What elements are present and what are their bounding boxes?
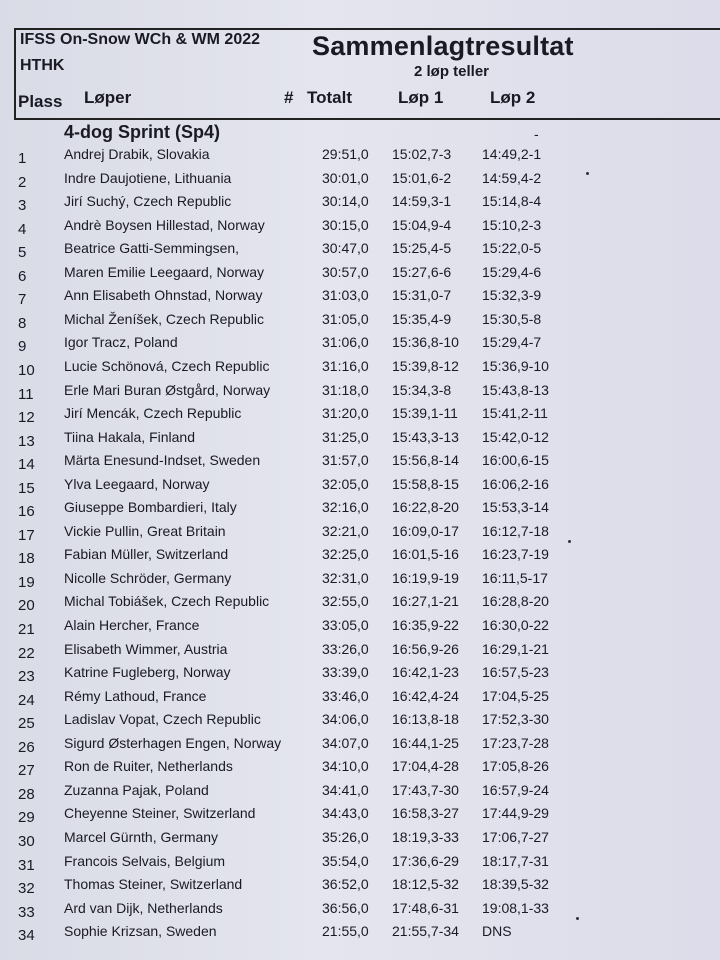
cell-plass: 30	[18, 833, 35, 850]
table-row	[0, 593, 720, 616]
page-subtitle: 2 løp teller	[414, 63, 490, 80]
cell-totalt: 34:41,0	[322, 782, 369, 798]
cell-name: Zuzanna Pajak, Poland	[64, 782, 209, 798]
cell-lop2: 15:29,4-6	[482, 264, 542, 280]
cell-lop1: 16:44,1-25	[392, 735, 459, 751]
cell-plass: 1	[18, 150, 27, 167]
cell-name: Andrej Drabik, Slovakia	[64, 146, 210, 162]
cell-lop1: 15:02,7-3	[392, 146, 452, 162]
cell-name: Jirí Mencák, Czech Republic	[64, 405, 242, 421]
column-header-lop1: Løp 1	[398, 88, 444, 107]
cell-totalt: 32:21,0	[322, 523, 369, 539]
cell-totalt: 33:05,0	[322, 617, 369, 633]
cell-lop1: 16:35,9-22	[392, 617, 459, 633]
cell-totalt: 31:06,0	[322, 334, 369, 350]
cell-plass: 28	[18, 786, 35, 803]
cell-lop1: 15:04,9-4	[392, 217, 452, 233]
cell-name: Sigurd Østerhagen Engen, Norway	[64, 735, 282, 751]
class-dash: -	[534, 126, 539, 142]
cell-plass: 29	[18, 809, 35, 826]
column-header-loper: Løper	[84, 88, 132, 107]
column-header-lop2: Løp 2	[490, 88, 536, 107]
cell-lop2: DNS	[482, 923, 512, 939]
table-row	[0, 546, 720, 569]
cell-plass: 10	[18, 362, 35, 379]
cell-name: Ylva Leegaard, Norway	[64, 476, 210, 492]
cell-lop2: 15:43,8-13	[482, 382, 549, 398]
table-row	[0, 382, 720, 405]
cell-name: Ron de Ruiter, Netherlands	[64, 758, 233, 774]
cell-lop2: 16:57,5-23	[482, 664, 549, 680]
cell-name: Vickie Pullin, Great Britain	[64, 523, 226, 539]
cell-totalt: 32:05,0	[322, 476, 369, 492]
cell-name: Thomas Steiner, Switzerland	[64, 876, 243, 892]
column-header-totalt: Totalt	[307, 88, 353, 107]
cell-totalt: 32:31,0	[322, 570, 369, 586]
cell-totalt: 31:05,0	[322, 311, 369, 327]
cell-totalt: 31:18,0	[322, 382, 369, 398]
cell-lop1: 16:42,4-24	[392, 688, 459, 704]
cell-totalt: 32:25,0	[322, 546, 369, 562]
table-row	[0, 170, 720, 193]
cell-lop1: 16:01,5-16	[392, 546, 459, 562]
header-bottom-rule	[14, 118, 720, 120]
cell-plass: 32	[18, 880, 35, 897]
cell-lop2: 17:06,7-27	[482, 829, 549, 845]
cell-lop2: 19:08,1-33	[482, 900, 549, 916]
cell-plass: 26	[18, 739, 35, 756]
cell-lop2: 16:06,2-16	[482, 476, 549, 492]
cell-plass: 16	[18, 503, 35, 520]
table-row	[0, 900, 720, 923]
table-row	[0, 311, 720, 334]
table-row	[0, 358, 720, 381]
cell-lop2: 15:53,3-14	[482, 499, 549, 515]
cell-plass: 4	[18, 221, 27, 238]
cell-name: Lucie Schönová, Czech Republic	[64, 358, 270, 374]
cell-totalt: 21:55,0	[322, 923, 369, 939]
cell-lop1: 16:09,0-17	[392, 523, 459, 539]
cell-totalt: 32:55,0	[322, 593, 369, 609]
table-row	[0, 805, 720, 828]
organizer-name: HTHK	[20, 57, 65, 74]
cell-lop1: 16:56,9-26	[392, 641, 459, 657]
cell-name: Erle Mari Buran Østgård, Norway	[64, 382, 271, 398]
table-row	[0, 782, 720, 805]
cell-plass: 5	[18, 244, 27, 261]
paper-speck	[568, 540, 571, 543]
cell-lop1: 15:43,3-13	[392, 429, 459, 445]
cell-totalt: 30:47,0	[322, 240, 369, 256]
cell-lop2: 16:11,5-17	[482, 570, 548, 586]
table-row	[0, 829, 720, 852]
cell-lop2: 16:29,1-21	[482, 641, 549, 657]
table-row	[0, 853, 720, 876]
cell-totalt: 34:43,0	[322, 805, 369, 821]
paper-speck	[586, 172, 589, 175]
cell-lop1: 15:35,4-9	[392, 311, 452, 327]
table-row	[0, 217, 720, 240]
table-row	[0, 334, 720, 357]
cell-plass: 18	[18, 550, 35, 567]
cell-totalt: 31:16,0	[322, 358, 369, 374]
cell-plass: 22	[18, 645, 35, 662]
cell-name: Giuseppe Bombardieri, Italy	[64, 499, 237, 515]
cell-lop2: 17:23,7-28	[482, 735, 549, 751]
table-row	[0, 664, 720, 687]
cell-lop1: 15:01,6-2	[392, 170, 452, 186]
cell-plass: 34	[18, 927, 35, 944]
cell-totalt: 34:10,0	[322, 758, 369, 774]
column-header-number: #	[284, 88, 294, 107]
cell-lop2: 14:49,2-1	[482, 146, 542, 162]
cell-totalt: 30:14,0	[322, 193, 369, 209]
cell-name: Märta Enesund-Indset, Sweden	[64, 452, 261, 468]
cell-totalt: 32:16,0	[322, 499, 369, 515]
table-row	[0, 735, 720, 758]
cell-lop1: 14:59,3-1	[392, 193, 452, 209]
cell-name: Andrè Boysen Hillestad, Norway	[64, 217, 265, 233]
cell-lop1: 15:34,3-8	[392, 382, 452, 398]
cell-lop2: 18:39,5-32	[482, 876, 549, 892]
table-row	[0, 499, 720, 522]
table-row	[0, 287, 720, 310]
cell-plass: 31	[18, 857, 35, 874]
cell-name: Elisabeth Wimmer, Austria	[64, 641, 228, 657]
cell-lop2: 16:57,9-24	[482, 782, 549, 798]
cell-name: Rémy Lathoud, France	[64, 688, 207, 704]
cell-lop2: 15:22,0-5	[482, 240, 542, 256]
cell-lop1: 21:55,7-34	[392, 923, 459, 939]
cell-lop2: 15:36,9-10	[482, 358, 549, 374]
cell-lop2: 17:52,3-30	[482, 711, 549, 727]
table-row	[0, 405, 720, 428]
table-row	[0, 688, 720, 711]
cell-name: Michal Tobiášek, Czech Republic	[64, 593, 270, 609]
cell-lop1: 16:42,1-23	[392, 664, 459, 680]
table-row	[0, 193, 720, 216]
cell-lop2: 16:30,0-22	[482, 617, 549, 633]
cell-lop1: 16:22,8-20	[392, 499, 459, 515]
table-row	[0, 146, 720, 169]
cell-lop1: 15:31,0-7	[392, 287, 452, 303]
cell-lop2: 17:44,9-29	[482, 805, 549, 821]
cell-lop2: 15:30,5-8	[482, 311, 542, 327]
cell-plass: 20	[18, 597, 35, 614]
cell-totalt: 31:20,0	[322, 405, 369, 421]
cell-plass: 2	[18, 174, 27, 191]
cell-lop1: 17:43,7-30	[392, 782, 459, 798]
cell-lop2: 16:12,7-18	[482, 523, 549, 539]
cell-plass: 7	[18, 291, 27, 308]
cell-totalt: 36:56,0	[322, 900, 369, 916]
cell-name: Ann Elisabeth Ohnstad, Norway	[64, 287, 263, 303]
cell-name: Maren Emilie Leegaard, Norway	[64, 264, 264, 280]
cell-lop1: 17:48,6-31	[392, 900, 459, 916]
cell-totalt: 31:25,0	[322, 429, 369, 445]
cell-totalt: 35:26,0	[322, 829, 369, 845]
cell-name: Indre Daujotiene, Lithuania	[64, 170, 232, 186]
cell-plass: 25	[18, 715, 35, 732]
cell-lop1: 16:58,3-27	[392, 805, 459, 821]
cell-totalt: 34:06,0	[322, 711, 369, 727]
cell-totalt: 35:54,0	[322, 853, 369, 869]
cell-plass: 14	[18, 456, 35, 473]
cell-lop1: 15:39,8-12	[392, 358, 459, 374]
class-title: 4-dog Sprint (Sp4)	[64, 122, 220, 142]
cell-plass: 33	[18, 904, 35, 921]
table-row	[0, 711, 720, 734]
cell-name: Igor Tracz, Poland	[64, 334, 178, 350]
column-header-plass: Plass	[18, 92, 63, 111]
cell-plass: 19	[18, 574, 35, 591]
cell-lop1: 15:25,4-5	[392, 240, 452, 256]
cell-totalt: 30:15,0	[322, 217, 369, 233]
table-row	[0, 264, 720, 287]
cell-name: Tiina Hakala, Finland	[64, 429, 195, 445]
table-row	[0, 876, 720, 899]
cell-name: Jirí Suchý, Czech Republic	[64, 193, 232, 209]
cell-name: Marcel Gürnth, Germany	[64, 829, 219, 845]
cell-name: Cheyenne Steiner, Switzerland	[64, 805, 256, 821]
cell-lop1: 16:27,1-21	[392, 593, 459, 609]
cell-name: Ard van Dijk, Netherlands	[64, 900, 223, 916]
cell-plass: 8	[18, 315, 27, 332]
table-row	[0, 570, 720, 593]
table-row	[0, 641, 720, 664]
cell-lop1: 15:36,8-10	[392, 334, 459, 350]
cell-lop2: 18:17,7-31	[482, 853, 549, 869]
cell-lop1: 18:12,5-32	[392, 876, 459, 892]
paper-speck	[576, 917, 579, 920]
cell-lop1: 16:13,8-18	[392, 711, 459, 727]
cell-plass: 21	[18, 621, 35, 638]
cell-name: Michal Ženíšek, Czech Republic	[64, 311, 264, 327]
cell-totalt: 31:03,0	[322, 287, 369, 303]
table-row	[0, 923, 720, 946]
cell-plass: 3	[18, 197, 27, 214]
cell-totalt: 36:52,0	[322, 876, 369, 892]
cell-lop2: 15:29,4-7	[482, 334, 542, 350]
cell-plass: 12	[18, 409, 35, 426]
cell-name: Fabian Müller, Switzerland	[64, 546, 229, 562]
header-top-rule	[14, 28, 720, 30]
cell-totalt: 33:26,0	[322, 641, 369, 657]
cell-lop1: 15:56,8-14	[392, 452, 459, 468]
cell-lop1: 15:39,1-11	[392, 405, 458, 421]
cell-plass: 17	[18, 527, 35, 544]
cell-plass: 11	[18, 386, 34, 403]
cell-lop2: 16:00,6-15	[482, 452, 549, 468]
cell-lop2: 15:14,8-4	[482, 193, 542, 209]
cell-lop1: 15:27,6-6	[392, 264, 452, 280]
cell-lop2: 16:28,8-20	[482, 593, 549, 609]
cell-lop2: 15:10,2-3	[482, 217, 542, 233]
cell-lop1: 18:19,3-33	[392, 829, 459, 845]
cell-totalt: 29:51,0	[322, 146, 369, 162]
cell-lop1: 16:19,9-19	[392, 570, 459, 586]
cell-lop2: 15:41,2-11	[482, 405, 548, 421]
cell-name: Sophie Krizsan, Sweden	[64, 923, 217, 939]
cell-totalt: 34:07,0	[322, 735, 369, 751]
table-row	[0, 523, 720, 546]
table-row	[0, 240, 720, 263]
cell-totalt: 30:01,0	[322, 170, 369, 186]
table-row	[0, 758, 720, 781]
cell-totalt: 30:57,0	[322, 264, 369, 280]
cell-plass: 24	[18, 692, 35, 709]
cell-lop2: 15:42,0-12	[482, 429, 549, 445]
cell-plass: 15	[18, 480, 35, 497]
cell-name: Katrine Fugleberg, Norway	[64, 664, 231, 680]
table-row	[0, 452, 720, 475]
header-left-rule	[14, 28, 16, 120]
cell-name: Beatrice Gatti-Semmingsen,	[64, 240, 240, 256]
cell-plass: 9	[18, 338, 27, 355]
table-row	[0, 476, 720, 499]
cell-lop1: 17:36,6-29	[392, 853, 459, 869]
cell-lop2: 16:23,7-19	[482, 546, 549, 562]
cell-plass: 13	[18, 433, 35, 450]
page-title: Sammenlagtresultat	[312, 31, 574, 61]
cell-name: Alain Hercher, France	[64, 617, 200, 633]
cell-totalt: 33:39,0	[322, 664, 369, 680]
table-row	[0, 429, 720, 452]
cell-plass: 27	[18, 762, 35, 779]
cell-lop2: 17:05,8-26	[482, 758, 549, 774]
cell-lop2: 15:32,3-9	[482, 287, 542, 303]
cell-lop2: 14:59,4-2	[482, 170, 542, 186]
cell-lop1: 15:58,8-15	[392, 476, 459, 492]
cell-plass: 6	[18, 268, 27, 285]
cell-totalt: 31:57,0	[322, 452, 369, 468]
cell-name: Nicolle Schröder, Germany	[64, 570, 232, 586]
cell-lop2: 17:04,5-25	[482, 688, 549, 704]
cell-plass: 23	[18, 668, 35, 685]
cell-totalt: 33:46,0	[322, 688, 369, 704]
event-name: IFSS On-Snow WCh & WM 2022	[20, 31, 261, 48]
cell-name: Francois Selvais, Belgium	[64, 853, 226, 869]
cell-name: Ladislav Vopat, Czech Republic	[64, 711, 261, 727]
table-row	[0, 617, 720, 640]
cell-lop1: 17:04,4-28	[392, 758, 459, 774]
